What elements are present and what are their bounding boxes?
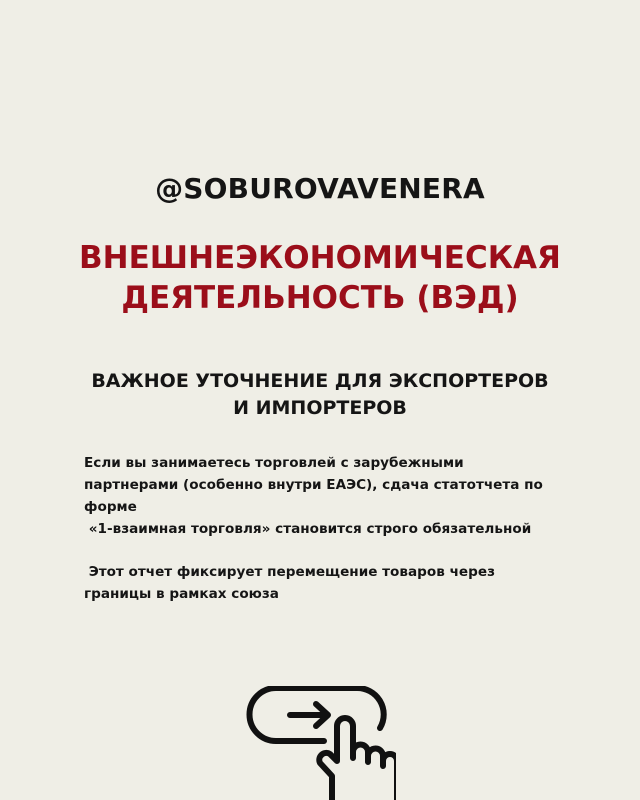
subheading-line-1: ВАЖНОЕ УТОЧНЕНИЕ ДЛЯ ЭКСПОРТЕРОВ (91, 370, 549, 392)
paragraph-1-line-2: партнерами (особенно внутри ЕАЭС), сдача статотчета по (84, 477, 543, 493)
paragraph-1-line-1: Если вы занимаетесь торговлей с зарубежными (84, 455, 464, 471)
paragraph-1-line-4: «1-взаимная торговля» становится строго обязательной (84, 521, 532, 537)
paragraph-2 (84, 561, 584, 605)
hand-pointer-arrow-icon[interactable] (246, 686, 396, 800)
headline (0, 238, 640, 318)
paragraph-1-line-3: форме (84, 499, 137, 515)
headline-line-1: ВНЕШНЕЭКОНОМИЧЕСКАЯ (79, 240, 561, 276)
paragraph-1 (84, 452, 584, 540)
headline-line-2: ДЕЯТЕЛЬНОСТЬ (ВЭД) (121, 280, 519, 316)
paragraph-2-line-2: границы в рамках союза (84, 586, 279, 602)
paragraph-2-line-1: Этот отчет фиксирует перемещение товаров через (84, 564, 495, 580)
author-handle: @SOBUROVAVENERA (155, 172, 485, 205)
body-text (84, 452, 584, 605)
subheading-line-2: И ИМПОРТЕРОВ (233, 397, 407, 419)
subheading (0, 368, 640, 422)
